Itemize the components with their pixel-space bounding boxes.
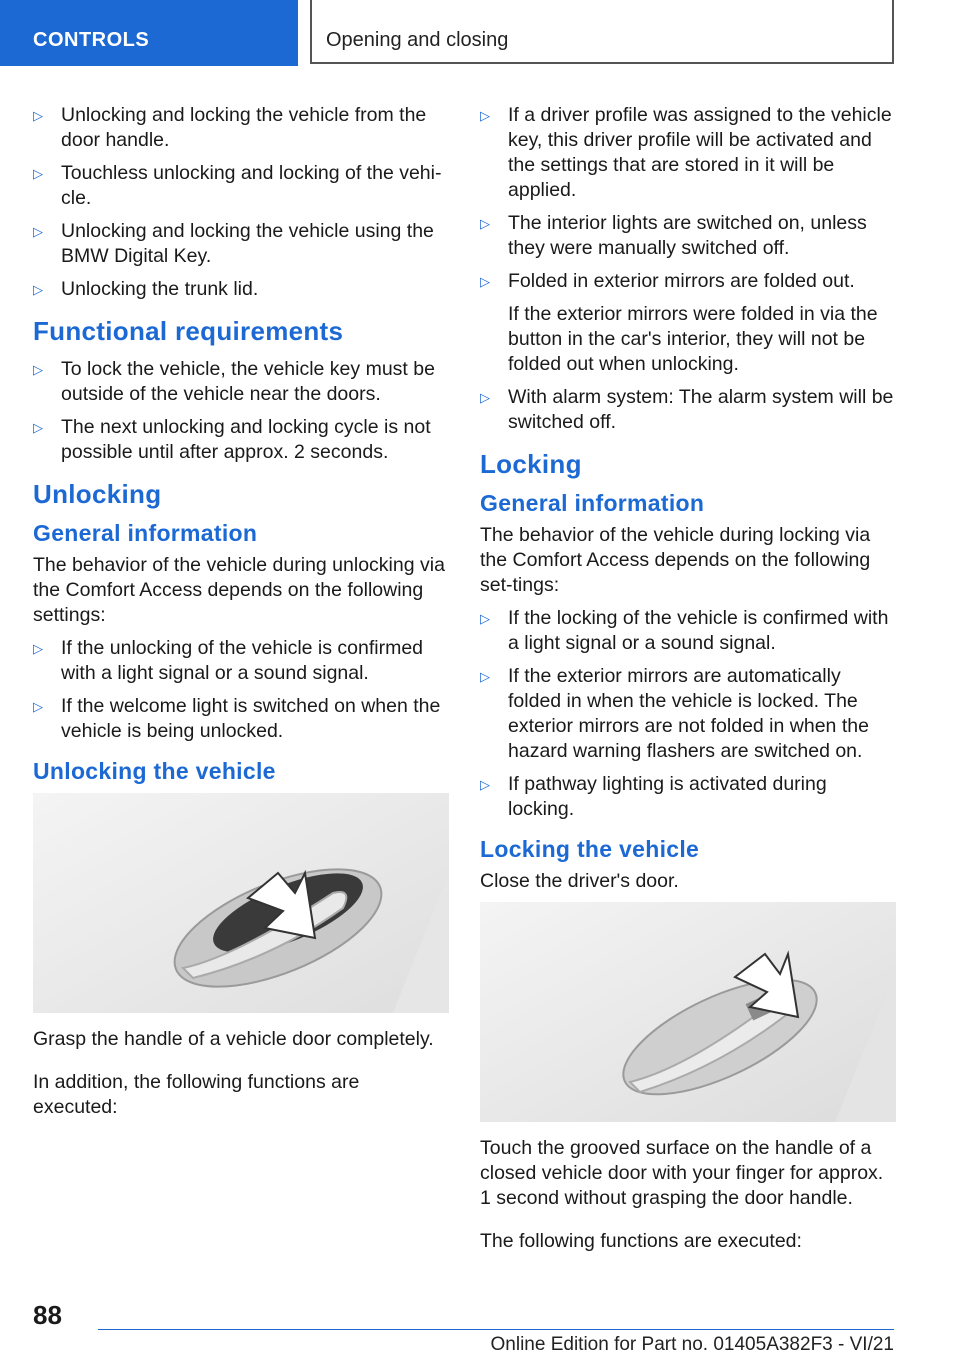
- functional-list: [33, 357, 449, 465]
- door-handle-touch-svg: [480, 902, 896, 1122]
- locking-list: [480, 606, 896, 822]
- triangle-right-icon: ▷: [480, 611, 490, 626]
- right-column: [480, 103, 896, 1272]
- grasp-text: Grasp the handle of a vehicle door completely.: [33, 1028, 434, 1050]
- list-item: ▷ If the unlocking of the vehicle is confirmed with a light signal or a sound signal.: [33, 637, 424, 684]
- triangle-right-icon: ▷: [33, 362, 43, 377]
- footer-divider: [98, 1329, 894, 1330]
- triangle-right-icon: ▷: [33, 420, 43, 435]
- triangle-right-icon: ▷: [480, 274, 490, 289]
- list-item: ▷ Touchless unlocking and locking of the vehi-cle.: [33, 162, 442, 209]
- door-handle-grasp-illustration: [33, 793, 449, 1013]
- triangle-right-icon: ▷: [33, 699, 43, 714]
- triangle-right-icon: ▷: [33, 282, 43, 297]
- general-list: [33, 636, 449, 744]
- triangle-right-icon: ▷: [480, 777, 490, 792]
- unlocking-vehicle-heading: Unlocking the vehicle: [33, 758, 276, 784]
- section-label: CONTROLS: [33, 29, 150, 51]
- door-handle-grasp-svg: [33, 793, 449, 1013]
- list-item: ▷ If the welcome light is switched on when the vehicle is being unlocked.: [33, 695, 441, 742]
- triangle-right-icon: ▷: [480, 216, 490, 231]
- edition-text: Online Edition for Part no. 01405A382F3 - VI/21: [490, 1334, 894, 1355]
- triangle-right-icon: ▷: [33, 224, 43, 239]
- list-item: ▷ If a driver profile was assigned to the vehicle key, this driver profile will be activated and the settings that are stored in it will be applied.: [480, 104, 892, 201]
- list-item: ▷ If the locking of the vehicle is confirmed with a light signal or a sound signal.: [480, 607, 889, 654]
- general-info-heading: General information: [480, 490, 705, 516]
- following-text: The following functions are executed:: [480, 1230, 802, 1252]
- general-info-text: The behavior of the vehicle during locking via the Comfort Access depends on the following set-tings:: [480, 524, 871, 596]
- general-info-heading: General information: [33, 520, 258, 546]
- list-item: ▷ To lock the vehicle, the vehicle key must be outside of the vehicle near the doors.: [33, 358, 435, 405]
- door-handle-touch-illustration: [480, 902, 896, 1122]
- triangle-right-icon: ▷: [480, 108, 490, 123]
- list-item: ▷ Folded in exterior mirrors are folded out. If the exterior mirrors were folded in via the button in the car's interior, they will not be folded out when unlocking.: [480, 269, 896, 377]
- unlocking-heading: Unlocking: [33, 479, 162, 509]
- left-column: [33, 103, 449, 1138]
- function-list: [480, 103, 896, 435]
- chapter-title: Opening and closing: [326, 29, 509, 51]
- triangle-right-icon: ▷: [33, 641, 43, 656]
- intro-list: [33, 103, 449, 302]
- list-item: ▷ With alarm system: The alarm system will be switched off.: [480, 386, 894, 433]
- page-header: [310, 0, 894, 64]
- list-item-note: If the exterior mirrors were folded in via the button in the car's interior, they will not be folded out when unlocking.: [508, 303, 878, 375]
- list-item: ▷ The next unlocking and locking cycle is not possible until after approx. 2 seconds.: [33, 416, 431, 463]
- touch-text: Touch the grooved surface on the handle of a closed vehicle door with your finger for approx. 1 second without grasping the door handle.: [480, 1137, 884, 1209]
- triangle-right-icon: ▷: [33, 108, 43, 123]
- addition-text: In addition, the following functions are executed:: [33, 1071, 360, 1118]
- list-item: ▷ If the exterior mirrors are automatically folded in when the vehicle is locked. The exterior mirrors are not folded in when the hazard warning flashers are switched on.: [480, 665, 869, 762]
- close-text: Close the driver's door.: [480, 870, 679, 892]
- triangle-right-icon: ▷: [480, 669, 490, 684]
- list-item: ▷ The interior lights are switched on, unless they were manually switched off.: [480, 212, 867, 259]
- list-item: ▷ Unlocking and locking the vehicle from the door handle.: [33, 104, 427, 151]
- list-item: ▷ Unlocking the trunk lid.: [33, 278, 259, 300]
- functional-requirements-heading: Functional requirements: [33, 316, 344, 346]
- triangle-right-icon: ▷: [480, 390, 490, 405]
- list-item: ▷ If pathway lighting is activated during locking.: [480, 773, 827, 820]
- page-number: 88: [33, 1300, 62, 1330]
- general-info-text: The behavior of the vehicle during unlocking via the Comfort Access depends on the following settings:: [33, 554, 445, 626]
- locking-vehicle-heading: Locking the vehicle: [480, 836, 700, 862]
- locking-heading: Locking: [480, 449, 582, 479]
- list-item: ▷ Unlocking and locking the vehicle using the BMW Digital Key.: [33, 220, 434, 267]
- triangle-right-icon: ▷: [33, 166, 43, 181]
- section-tab: [0, 0, 298, 66]
